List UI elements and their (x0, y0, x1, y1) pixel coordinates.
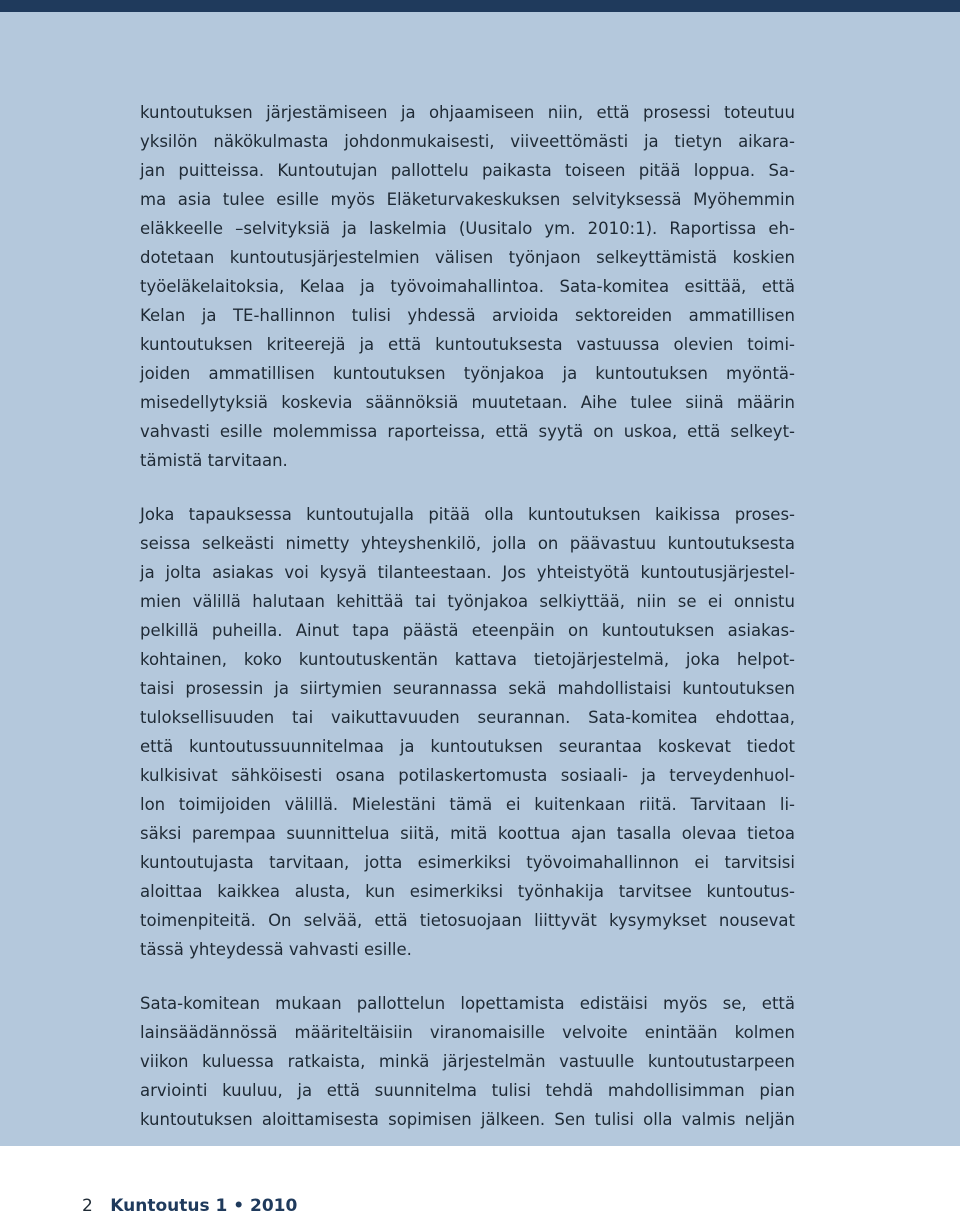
text-line: arviointi kuuluu, ja että suunnitelma tulisi tehdä mahdollisimman pian (140, 1081, 795, 1100)
publication-title: Kuntoutus 1 • 2010 (110, 1196, 298, 1216)
text-line: työeläkelaitoksia, Kelaa ja työvoimahallintoa. Sata-komitea esittää, että (140, 277, 795, 296)
text-line: tämistä tarvitaan. (140, 451, 288, 470)
text-line: joiden ammatillisen kuntoutuksen työnjakoa ja kuntoutuksen myöntä- (140, 364, 795, 383)
page-number: 2 (82, 1196, 93, 1216)
text-line: kuntoutuksen aloittamisesta sopimisen jälkeen. Sen tulisi olla valmis neljän (140, 1110, 795, 1129)
page-footer (82, 1196, 297, 1216)
text-line: seissa selkeästi nimetty yhteyshenkilö, jolla on päävastuu kuntoutuksesta (140, 534, 795, 553)
text-line: pelkillä puheilla. Ainut tapa päästä eteenpäin on kuntoutuksen asiakas- (140, 621, 795, 640)
paragraph-2 (140, 500, 795, 964)
text-line: toimenpiteitä. On selvää, että tietosuojaan liittyvät kysymykset nousevat (140, 911, 795, 930)
text-line: Sata-komitean mukaan pallottelun lopettamista edistäisi myös se, että (140, 994, 795, 1013)
paragraph-3 (140, 989, 795, 1134)
text-line: taisi prosessin ja siirtymien seurannassa sekä mahdollistaisi kuntoutuksen (140, 679, 795, 698)
text-panel (0, 12, 960, 1146)
text-line: dotetaan kuntoutusjärjestelmien välisen työnjaon selkeyttämistä koskien (140, 248, 795, 267)
text-line: kuntoutujasta tarvitaan, jotta esimerkiksi työvoimahallinnon ei tarvitsisi (140, 853, 795, 872)
text-line: kuntoutuksen kriteerejä ja että kuntoutuksesta vastuussa olevien toimi- (140, 335, 795, 354)
paragraph-1 (140, 98, 795, 475)
text-line: mien välillä halutaan kehittää tai työnjakoa selkiyttää, niin se ei onnistu (140, 592, 795, 611)
text-line: vahvasti esille molemmissa raporteissa, että syytä on uskoa, että selkeyt- (140, 422, 795, 441)
text-line: aloittaa kaikkea alusta, kun esimerkiksi työnhakija tarvitsee kuntoutus- (140, 882, 795, 901)
text-line: kohtainen, koko kuntoutuskentän kattava tietojärjestelmä, joka helpot- (140, 650, 795, 669)
text-line: eläkkeelle –selvityksiä ja laskelmia (Uusitalo ym. 2010:1). Raportissa eh- (140, 219, 795, 238)
text-line: Joka tapauksessa kuntoutujalla pitää olla kuntoutuksen kaikissa proses- (140, 505, 795, 524)
text-line: viikon kuluessa ratkaista, minkä järjestelmän vastuulle kuntoutustarpeen (140, 1052, 795, 1071)
text-line: tässä yhteydessä vahvasti esille. (140, 940, 412, 959)
top-color-bar (0, 0, 960, 12)
text-line: ja jolta asiakas voi kysyä tilanteestaan. Jos yhteistyötä kuntoutusjärjestel- (140, 563, 795, 582)
text-line: Kelan ja TE-hallinnon tulisi yhdessä arvioida sektoreiden ammatillisen (140, 306, 795, 325)
text-line: yksilön näkökulmasta johdonmukaisesti, viiveettömästi ja tietyn aikara- (140, 132, 795, 151)
text-line: tuloksellisuuden tai vaikuttavuuden seurannan. Sata-komitea ehdottaa, (140, 708, 795, 727)
text-line: ma asia tulee esille myös Eläketurvakeskuksen selvityksessä Myöhemmin (140, 190, 795, 209)
text-line: että kuntoutussuunnitelmaa ja kuntoutuksen seurantaa koskevat tiedot (140, 737, 795, 756)
text-line: lon toimijoiden välillä. Mielestäni tämä ei kuitenkaan riitä. Tarvitaan li- (140, 795, 795, 814)
text-line: kuntoutuksen järjestämiseen ja ohjaamiseen niin, että prosessi toteutuu (140, 103, 795, 122)
text-line: kulkisivat sähköisesti osana potilaskertomusta sosiaali- ja terveydenhuol- (140, 766, 795, 785)
text-line: lainsäädännössä määriteltäisiin viranomaisille velvoite enintään kolmen (140, 1023, 795, 1042)
text-line: misedellytyksiä koskevia säännöksiä muutetaan. Aihe tulee siinä määrin (140, 393, 795, 412)
text-line: jan puitteissa. Kuntoutujan pallottelu paikasta toiseen pitää loppua. Sa- (140, 161, 795, 180)
text-line: säksi parempaa suunnittelua siitä, mitä koottua ajan tasalla olevaa tietoa (140, 824, 795, 843)
